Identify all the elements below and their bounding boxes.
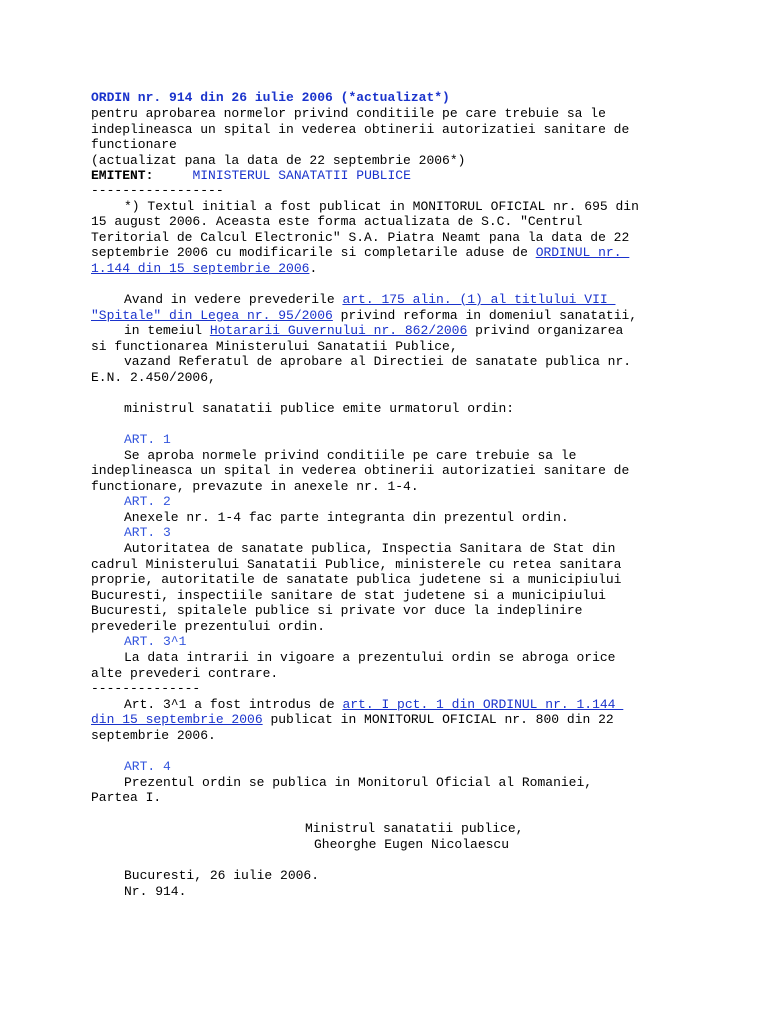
art-3-line-5: Bucuresti, spitalele publice si private vor duce la indeplinire bbox=[91, 603, 583, 618]
art-3-1-note-text: publicat in MONITORUL OFICIAL nr. 800 din 22 bbox=[262, 712, 614, 727]
art-3-line-1: Autoritatea de sanatate publica, Inspectia Sanitara de Stat din bbox=[124, 541, 616, 556]
signature-role: Ministrul sanatatii publice, bbox=[305, 821, 524, 836]
art-3-label: ART. 3 bbox=[124, 525, 171, 540]
art-i-pct-1-link[interactable]: art. I pct. 1 din ORDINUL nr. 1.144 bbox=[342, 697, 624, 712]
header-separator: ----------------- bbox=[91, 183, 224, 198]
subject-line-1: pentru aprobarea normelor privind conditiile pe care trebuie sa le bbox=[91, 106, 606, 121]
note-period: . bbox=[309, 261, 318, 276]
note-line-1: *) Textul initial a fost publicat in MONITORUL OFICIAL nr. 695 din bbox=[124, 199, 639, 214]
hg-862-link[interactable]: Hotararii Guvernului nr. 862/2006 bbox=[209, 323, 468, 338]
preamble-line-5: vazand Referatul de aprobare al Directiei de sanatate publica nr. bbox=[124, 354, 632, 369]
subject-line-3: functionare bbox=[91, 137, 177, 152]
art-1-line-3: functionare, prevazute in anexele nr. 1-4. bbox=[91, 479, 419, 494]
preamble-text: in temeiul bbox=[124, 323, 210, 338]
art-3-1-note-line-2 bbox=[91, 712, 614, 728]
ordin-1144-link[interactable]: ORDINUL nr. bbox=[535, 245, 630, 260]
preamble-text: Avand in vedere prevederile bbox=[124, 292, 343, 307]
art-4-line-1: Prezentul ordin se publica in Monitorul Oficial al Romaniei, bbox=[124, 775, 593, 790]
note-line-3: Teritorial de Calcul Electronic" S.A. Piatra Neamt pana la data de 22 bbox=[91, 230, 630, 245]
preamble-line-6: E.N. 2.450/2006, bbox=[91, 370, 216, 385]
updated-note: (actualizat pana la data de 22 septembrie 2006*) bbox=[91, 153, 466, 168]
preamble-text: privind reforma in domeniul sanatatii, bbox=[332, 308, 638, 323]
art-1-label: ART. 1 bbox=[124, 432, 171, 447]
preamble-line-7: ministrul sanatatii publice emite urmatorul ordin: bbox=[124, 401, 515, 416]
art-2-line-1: Anexele nr. 1-4 fac parte integranta din prezentul ordin. bbox=[124, 510, 569, 525]
art-3-1-label: ART. 3^1 bbox=[124, 634, 187, 649]
note-line-2: 15 august 2006. Aceasta este forma actualizata de S.C. "Centrul bbox=[91, 214, 583, 229]
ordin-1144-link-cont[interactable]: 1.144 din 15 septembrie 2006 bbox=[91, 261, 310, 276]
art-3-1-line-1: La data intrarii in vigoare a prezentului ordin se abroga orice bbox=[124, 650, 616, 665]
legea-95-link[interactable]: "Spitale" din Legea nr. 95/2006 bbox=[91, 308, 333, 323]
art-3-1-note-line-1 bbox=[124, 697, 623, 713]
art-3-line-6: prevederile prezentului ordin. bbox=[91, 619, 326, 634]
emitent-value: MINISTERUL SANATATII PUBLICE bbox=[192, 168, 411, 183]
preamble-line-3 bbox=[124, 323, 623, 339]
emitent-label: EMITENT: bbox=[91, 168, 154, 183]
art-3-line-2: cadrul Ministerului Sanatatii Publice, ministerele cu retea sanitara bbox=[91, 557, 622, 572]
note-line-4 bbox=[91, 245, 629, 261]
note-line-5 bbox=[91, 261, 317, 277]
art-3-1-note-text: Art. 3^1 a fost introdus de bbox=[124, 697, 343, 712]
place-date: Bucuresti, 26 iulie 2006. bbox=[124, 868, 320, 883]
art-3-1-line-2: alte prevederi contrare. bbox=[91, 666, 279, 681]
art-175-link[interactable]: art. 175 alin. (1) al titlului VII bbox=[342, 292, 616, 307]
art-3-line-3: proprie, autoritatile de sanatate publica judetene si a municipiului bbox=[91, 572, 622, 587]
signature-name: Gheorghe Eugen Nicolaescu bbox=[314, 837, 510, 852]
art-3-1-note-line-3: septembrie 2006. bbox=[91, 728, 216, 743]
art-4-label: ART. 4 bbox=[124, 759, 171, 774]
preamble-line-4: si functionarea Ministerului Sanatatii Publice, bbox=[91, 339, 458, 354]
preamble-text: privind organizarea bbox=[467, 323, 624, 338]
art-4-line-2: Partea I. bbox=[91, 790, 162, 805]
art-2-label: ART. 2 bbox=[124, 494, 171, 509]
art-1-line-1: Se aproba normele privind conditiile pe care trebuie sa le bbox=[124, 448, 577, 463]
order-number: Nr. 914. bbox=[124, 884, 187, 899]
document-title: ORDIN nr. 914 din 26 iulie 2006 (*actualizat*) bbox=[91, 90, 450, 105]
art-i-pct-1-link-cont[interactable]: din 15 septembrie 2006 bbox=[91, 712, 263, 727]
art-3-line-4: Bucuresti, inspectiile sanitare de stat judetene si a municipiului bbox=[91, 588, 606, 603]
emitent-line bbox=[91, 168, 411, 184]
preamble-line-2 bbox=[91, 308, 637, 324]
art-1-line-2: indeplineasca un spital in vederea obtinerii autorizatiei sanitare de bbox=[91, 463, 630, 478]
art-3-1-separator: -------------- bbox=[91, 681, 201, 696]
subject-line-2: indeplineasca un spital in vederea obtinerii autorizatiei sanitare de bbox=[91, 122, 630, 137]
preamble-line-1 bbox=[124, 292, 615, 308]
note-text: septembrie 2006 cu modificarile si completarile aduse de bbox=[91, 245, 536, 260]
